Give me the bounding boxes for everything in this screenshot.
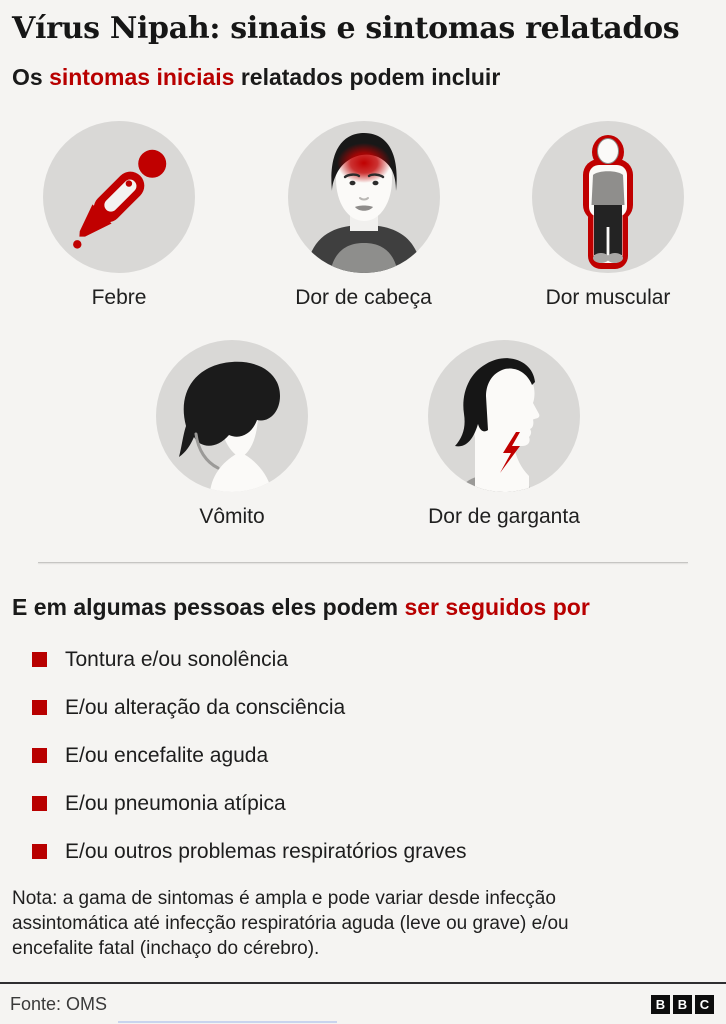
subtitle-suffix: relatados podem incluir xyxy=(234,63,501,90)
symptom-muscle-pain xyxy=(532,121,684,310)
page-title: Vírus Nipah: sinais e sintomas relatados xyxy=(12,11,680,46)
symptom-row-1 xyxy=(12,121,712,310)
source-text: Fonte: OMS xyxy=(10,993,108,1014)
followup-heading-highlight: ser seguidos por xyxy=(404,594,590,621)
symptom-label: Vômito xyxy=(199,505,265,529)
sore-throat-icon xyxy=(428,340,580,492)
muscle-pain-icon xyxy=(532,121,684,273)
symptom-label: Dor muscular xyxy=(545,286,671,310)
bbc-logo-block: B xyxy=(651,995,670,1014)
symptom-vomit xyxy=(156,340,308,529)
subtitle xyxy=(12,64,712,92)
symptom-label: Dor de cabeça xyxy=(295,286,432,310)
list-item-text: E/ou outros problemas respiratórios graves xyxy=(65,839,467,863)
bbc-logo-block: C xyxy=(695,995,714,1014)
bbc-logo-block: B xyxy=(673,995,692,1014)
bullet-square-icon xyxy=(32,652,47,667)
symptom-label: Febre xyxy=(91,286,147,310)
list-item xyxy=(32,694,712,722)
subtitle-highlight: sintomas iniciais xyxy=(49,63,235,90)
list-item xyxy=(32,838,712,866)
footer xyxy=(0,982,726,1024)
bullet-square-icon xyxy=(32,796,47,811)
list-item xyxy=(32,790,712,818)
bullet-square-icon xyxy=(32,748,47,763)
thermometer-icon xyxy=(43,121,195,273)
note-text: Nota: a gama de sintomas é ampla e pode variar desde infecção assintomática até infecção respiratória aguda (leve ou grave) e/ou encefalite fatal (inchaço do cérebro). xyxy=(12,887,569,959)
list-item xyxy=(32,742,712,770)
list-item-text: E/ou alteração da consciência xyxy=(65,695,346,719)
list-item xyxy=(32,646,712,674)
vomit-icon xyxy=(156,340,308,492)
bbc-logo xyxy=(651,995,714,1014)
followup-heading-prefix: E em algumas pessoas eles podem xyxy=(12,594,405,621)
subtitle-prefix: Os xyxy=(12,63,50,90)
list-item-text: E/ou encefalite aguda xyxy=(65,743,269,767)
section-divider xyxy=(38,562,688,563)
followup-list xyxy=(12,646,712,866)
symptom-headache xyxy=(288,121,440,310)
list-item-text: E/ou pneumonia atípica xyxy=(65,791,286,815)
headache-icon xyxy=(288,121,440,273)
symptom-label: Dor de garganta xyxy=(428,505,580,529)
symptom-row-2 xyxy=(12,340,712,529)
followup-heading xyxy=(12,594,712,622)
symptom-sore-throat xyxy=(428,340,580,529)
stray-blue-line xyxy=(118,1021,337,1023)
list-item-text: Tontura e/ou sonolência xyxy=(65,647,288,671)
symptom-fever xyxy=(43,121,195,310)
bullet-square-icon xyxy=(32,844,47,859)
bullet-square-icon xyxy=(32,700,47,715)
